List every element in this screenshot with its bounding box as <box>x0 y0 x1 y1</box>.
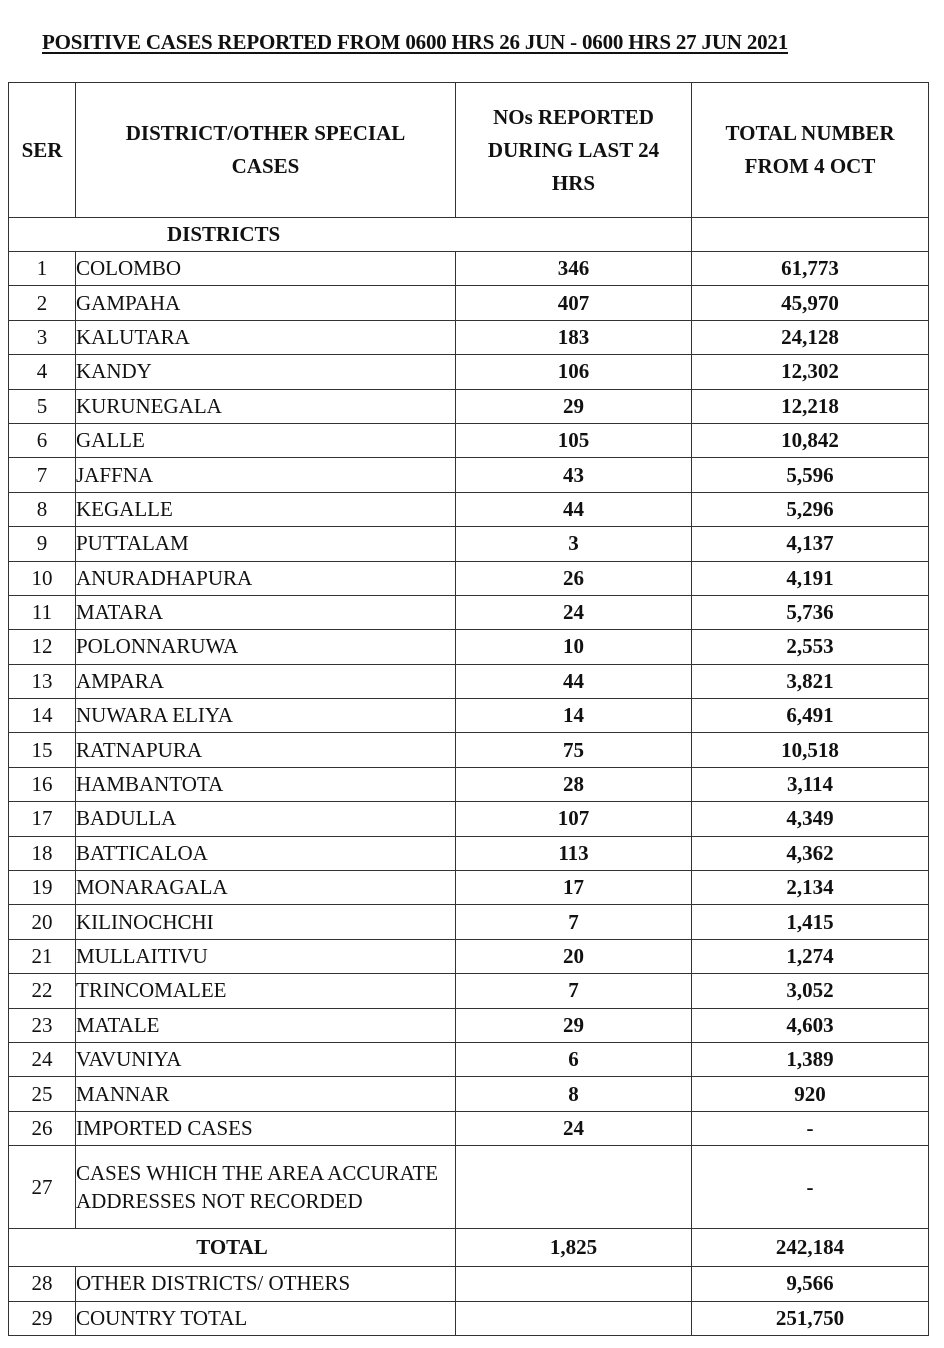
row-last-24: 8 <box>456 1077 692 1111</box>
row-total: 45,970 <box>692 286 929 320</box>
row-total: 2,553 <box>692 630 929 664</box>
row-last-24: 183 <box>456 320 692 354</box>
table-row <box>9 871 929 905</box>
table-row <box>9 423 929 457</box>
section-row <box>9 218 929 252</box>
row-ser: 23 <box>9 1008 76 1042</box>
table-row <box>9 767 929 801</box>
row-district: KEGALLE <box>76 492 456 526</box>
table-row <box>9 630 929 664</box>
row-district: HAMBANTOTA <box>76 767 456 801</box>
row-ser: 2 <box>9 286 76 320</box>
row-last-24: 24 <box>456 595 692 629</box>
row-ser: 25 <box>9 1077 76 1111</box>
row-ser: 11 <box>9 595 76 629</box>
row-last-24: 26 <box>456 561 692 595</box>
row-last-24: 29 <box>456 1008 692 1042</box>
row-district: JAFFNA <box>76 458 456 492</box>
row-total: 1,274 <box>692 939 929 973</box>
row-district: COLOMBO <box>76 252 456 286</box>
row-last-24: 407 <box>456 286 692 320</box>
row-district: BATTICALOA <box>76 836 456 870</box>
header-district: DISTRICT/OTHER SPECIAL CASES <box>76 83 456 218</box>
row-ser: 28 <box>9 1267 76 1301</box>
table-row <box>9 1267 929 1301</box>
row-total: 251,750 <box>692 1301 929 1335</box>
row-total: 1,415 <box>692 905 929 939</box>
row-district: BADULLA <box>76 802 456 836</box>
row-ser: 24 <box>9 1042 76 1076</box>
table-row <box>9 664 929 698</box>
table-row <box>9 1111 929 1145</box>
row-district: VAVUNIYA <box>76 1042 456 1076</box>
row-total: 12,218 <box>692 389 929 423</box>
row-last-24: 7 <box>456 905 692 939</box>
table-row <box>9 974 929 1008</box>
row-last-24: 43 <box>456 458 692 492</box>
table-row <box>9 733 929 767</box>
row-district: GALLE <box>76 423 456 457</box>
table-row <box>9 286 929 320</box>
row-ser: 7 <box>9 458 76 492</box>
row-total: 1,389 <box>692 1042 929 1076</box>
row-district: KILINOCHCHI <box>76 905 456 939</box>
section-label-text: DISTRICTS <box>167 222 281 246</box>
row-last-24: 14 <box>456 699 692 733</box>
row-ser: 13 <box>9 664 76 698</box>
row-total: 4,603 <box>692 1008 929 1042</box>
row-district: NUWARA ELIYA <box>76 699 456 733</box>
row-ser: 16 <box>9 767 76 801</box>
table-body <box>9 218 929 1336</box>
row-last-24: 3 <box>456 527 692 561</box>
row-total: 4,362 <box>692 836 929 870</box>
table-row <box>9 389 929 423</box>
row-district: MATALE <box>76 1008 456 1042</box>
row-last-24: 17 <box>456 871 692 905</box>
row-last-24: 113 <box>456 836 692 870</box>
row-total: 6,491 <box>692 699 929 733</box>
row-total: 9,566 <box>692 1267 929 1301</box>
row-ser: 1 <box>9 252 76 286</box>
table-header-row <box>9 83 929 218</box>
row-district: MONARAGALA <box>76 871 456 905</box>
row-total: 3,114 <box>692 767 929 801</box>
table-row <box>9 1008 929 1042</box>
row-last-24 <box>456 1146 692 1229</box>
row-ser: 4 <box>9 355 76 389</box>
table-row <box>9 527 929 561</box>
row-ser: 27 <box>9 1146 76 1229</box>
row-district: ANURADHAPURA <box>76 561 456 595</box>
row-district: TRINCOMALEE <box>76 974 456 1008</box>
row-district: AMPARA <box>76 664 456 698</box>
table-row <box>9 595 929 629</box>
row-district: MATARA <box>76 595 456 629</box>
table-row <box>9 939 929 973</box>
row-total: - <box>692 1146 929 1229</box>
row-ser: 8 <box>9 492 76 526</box>
row-last-24: 20 <box>456 939 692 973</box>
row-district: COUNTRY TOTAL <box>76 1301 456 1335</box>
row-total: 12,302 <box>692 355 929 389</box>
row-ser: 9 <box>9 527 76 561</box>
row-ser: 12 <box>9 630 76 664</box>
header-ser: SER <box>9 83 76 218</box>
row-total: 2,134 <box>692 871 929 905</box>
row-ser: 10 <box>9 561 76 595</box>
table-row <box>9 320 929 354</box>
row-total: 5,596 <box>692 458 929 492</box>
table-row <box>9 1077 929 1111</box>
row-total: 10,518 <box>692 733 929 767</box>
row-ser: 18 <box>9 836 76 870</box>
row-district: OTHER DISTRICTS/ OTHERS <box>76 1267 456 1301</box>
row-total: 5,736 <box>692 595 929 629</box>
row-total: - <box>692 1111 929 1145</box>
row-district: RATNAPURA <box>76 733 456 767</box>
row-last-24: 28 <box>456 767 692 801</box>
row-total: 4,349 <box>692 802 929 836</box>
table-row <box>9 699 929 733</box>
row-total: 24,128 <box>692 320 929 354</box>
table-row <box>9 1146 929 1229</box>
row-last-24: 105 <box>456 423 692 457</box>
row-district: KANDY <box>76 355 456 389</box>
row-ser: 6 <box>9 423 76 457</box>
row-district: MANNAR <box>76 1077 456 1111</box>
row-ser: 3 <box>9 320 76 354</box>
row-last-24: 7 <box>456 974 692 1008</box>
table-row <box>9 355 929 389</box>
row-ser: 29 <box>9 1301 76 1335</box>
row-ser: 5 <box>9 389 76 423</box>
row-district: MULLAITIVU <box>76 939 456 973</box>
row-total: 3,052 <box>692 974 929 1008</box>
total-last-24: 1,825 <box>456 1229 692 1267</box>
row-district: CASES WHICH THE AREA ACCURATE ADDRESSES NOT RECORDED <box>76 1146 456 1229</box>
row-ser: 21 <box>9 939 76 973</box>
table-row <box>9 561 929 595</box>
row-last-24: 29 <box>456 389 692 423</box>
row-ser: 26 <box>9 1111 76 1145</box>
total-total: 242,184 <box>692 1229 929 1267</box>
table-row <box>9 905 929 939</box>
row-ser: 15 <box>9 733 76 767</box>
row-total: 3,821 <box>692 664 929 698</box>
row-district: PUTTALAM <box>76 527 456 561</box>
page-title: POSITIVE CASES REPORTED FROM 0600 HRS 26 JUN - 0600 HRS 27 JUN 2021 <box>42 30 789 54</box>
row-district: KALUTARA <box>76 320 456 354</box>
total-label: TOTAL <box>9 1229 456 1267</box>
row-total: 920 <box>692 1077 929 1111</box>
row-last-24 <box>456 1301 692 1335</box>
row-last-24: 44 <box>456 492 692 526</box>
row-total: 5,296 <box>692 492 929 526</box>
row-last-24 <box>456 1267 692 1301</box>
row-ser: 17 <box>9 802 76 836</box>
row-total: 10,842 <box>692 423 929 457</box>
row-district: IMPORTED CASES <box>76 1111 456 1145</box>
section-empty-cell <box>692 218 929 252</box>
row-ser: 20 <box>9 905 76 939</box>
table-row <box>9 1301 929 1335</box>
row-district: POLONNARUWA <box>76 630 456 664</box>
row-last-24: 346 <box>456 252 692 286</box>
total-row <box>9 1229 929 1267</box>
row-last-24: 24 <box>456 1111 692 1145</box>
row-last-24: 10 <box>456 630 692 664</box>
row-last-24: 44 <box>456 664 692 698</box>
row-last-24: 107 <box>456 802 692 836</box>
row-ser: 22 <box>9 974 76 1008</box>
header-last-24: NOs REPORTED DURING LAST 24 HRS <box>456 83 692 218</box>
table-row <box>9 458 929 492</box>
row-total: 4,137 <box>692 527 929 561</box>
section-label <box>9 218 692 252</box>
row-last-24: 75 <box>456 733 692 767</box>
row-last-24: 106 <box>456 355 692 389</box>
table-row <box>9 252 929 286</box>
row-total: 61,773 <box>692 252 929 286</box>
row-ser: 19 <box>9 871 76 905</box>
table-row <box>9 492 929 526</box>
row-district: GAMPAHA <box>76 286 456 320</box>
row-district: KURUNEGALA <box>76 389 456 423</box>
header-total: TOTAL NUMBER FROM 4 OCT <box>692 83 929 218</box>
row-total: 4,191 <box>692 561 929 595</box>
table-row <box>9 1042 929 1076</box>
table-row <box>9 802 929 836</box>
row-ser: 14 <box>9 699 76 733</box>
table-row <box>9 836 929 870</box>
row-last-24: 6 <box>456 1042 692 1076</box>
cases-table <box>8 82 929 1336</box>
